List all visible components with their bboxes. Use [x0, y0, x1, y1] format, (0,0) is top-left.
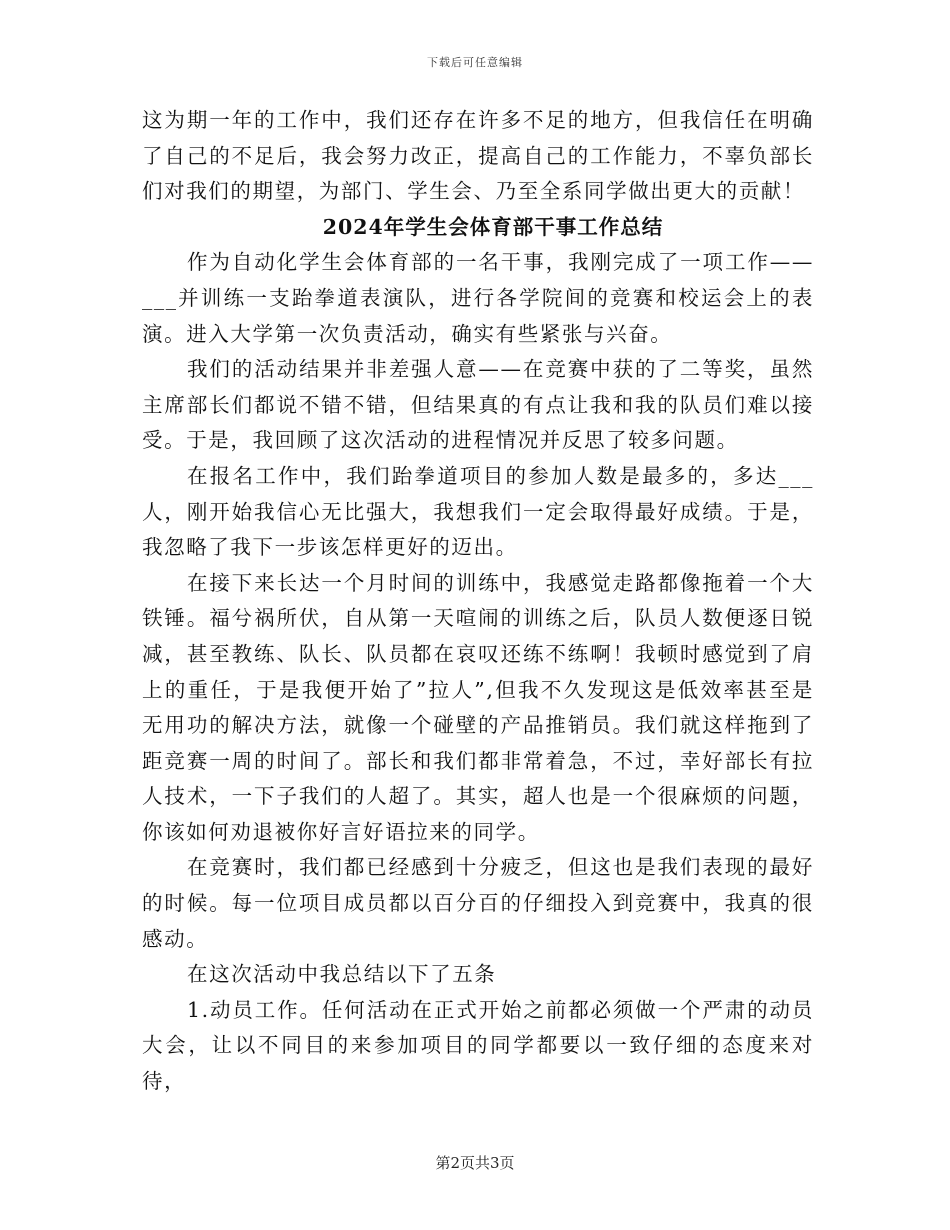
paragraph-5: 在竞赛时，我们都已经感到十分疲乏，但这也是我们表现的最好的时候。每一位项目成员都以百分百的仔细投入到竞赛中，我真的很感动。	[142, 855, 814, 951]
page-footer: 第2页共3页	[435, 1154, 515, 1172]
intro-paragraph: 这为期一年的工作中，我们还存在许多不足的地方，但我信任在明确了自己的不足后，我会努力改正，提高自己的工作能力，不辜负部长们对我们的期望，为部门、学生会、乃至全系同学做出更大的贡献！	[142, 108, 814, 204]
paragraph-2: 我们的活动结果并非差强人意——在竞赛中获的了二等奖，虽然主席部长们都说不错不错，但结果真的有点让我和我的队员们难以接受。于是，我回顾了这次活动的进程情况并反思了较多问题。	[142, 357, 814, 453]
paragraph-4: 在接下来长达一个月时间的训练中，我感觉走路都像拖着一个大铁锤。福兮祸所伏，自从第一天喧闹的训练之后，队员人数便逐日锐减，甚至教练、队长、队员都在哀叹还练不练啊！我顿时感觉到了肩上的重任，于是我便开始了”拉人”,但我不久发现这是低效率甚至是无用功的解决方法，就像一个碰壁的产品推销员。我们就这样拖到了距竞赛一周的时间了。部长和我们都非常着急，不过，幸好部长有拉人技术，一下子我们的人超了。其实，超人也是一个很麻烦的问题，你该如何劝退被你好言好语拉来的同学。	[142, 570, 814, 844]
paragraph-7: 1.动员工作。任何活动在正式开始之前都必须做一个严肃的动员大会，让以不同目的来参加项目的同学都要以一致仔细的态度来对待，	[142, 997, 814, 1094]
document-title: 2024年学生会体育部干事工作总结	[322, 214, 664, 239]
page-header: 下载后可任意编辑	[427, 56, 523, 69]
document-body	[142, 103, 814, 1100]
paragraph-6: 在这次活动中我总结以下了五条	[187, 962, 497, 987]
paragraph-3: 在报名工作中，我们跆拳道项目的参加人数是最多的，多达___人，刚开始我信心无比强大，我想我们一定会取得最好成绩。于是，我忽略了我下一步该怎样更好的迈出。	[142, 463, 814, 560]
paragraph-1: 作为自动化学生会体育部的一名干事，我刚完成了一项工作——___并训练一支跆拳道表演队，进行各学院间的竞赛和校运会上的表演。进入大学第一次负责活动，确实有些紧张与兴奋。	[142, 250, 814, 346]
